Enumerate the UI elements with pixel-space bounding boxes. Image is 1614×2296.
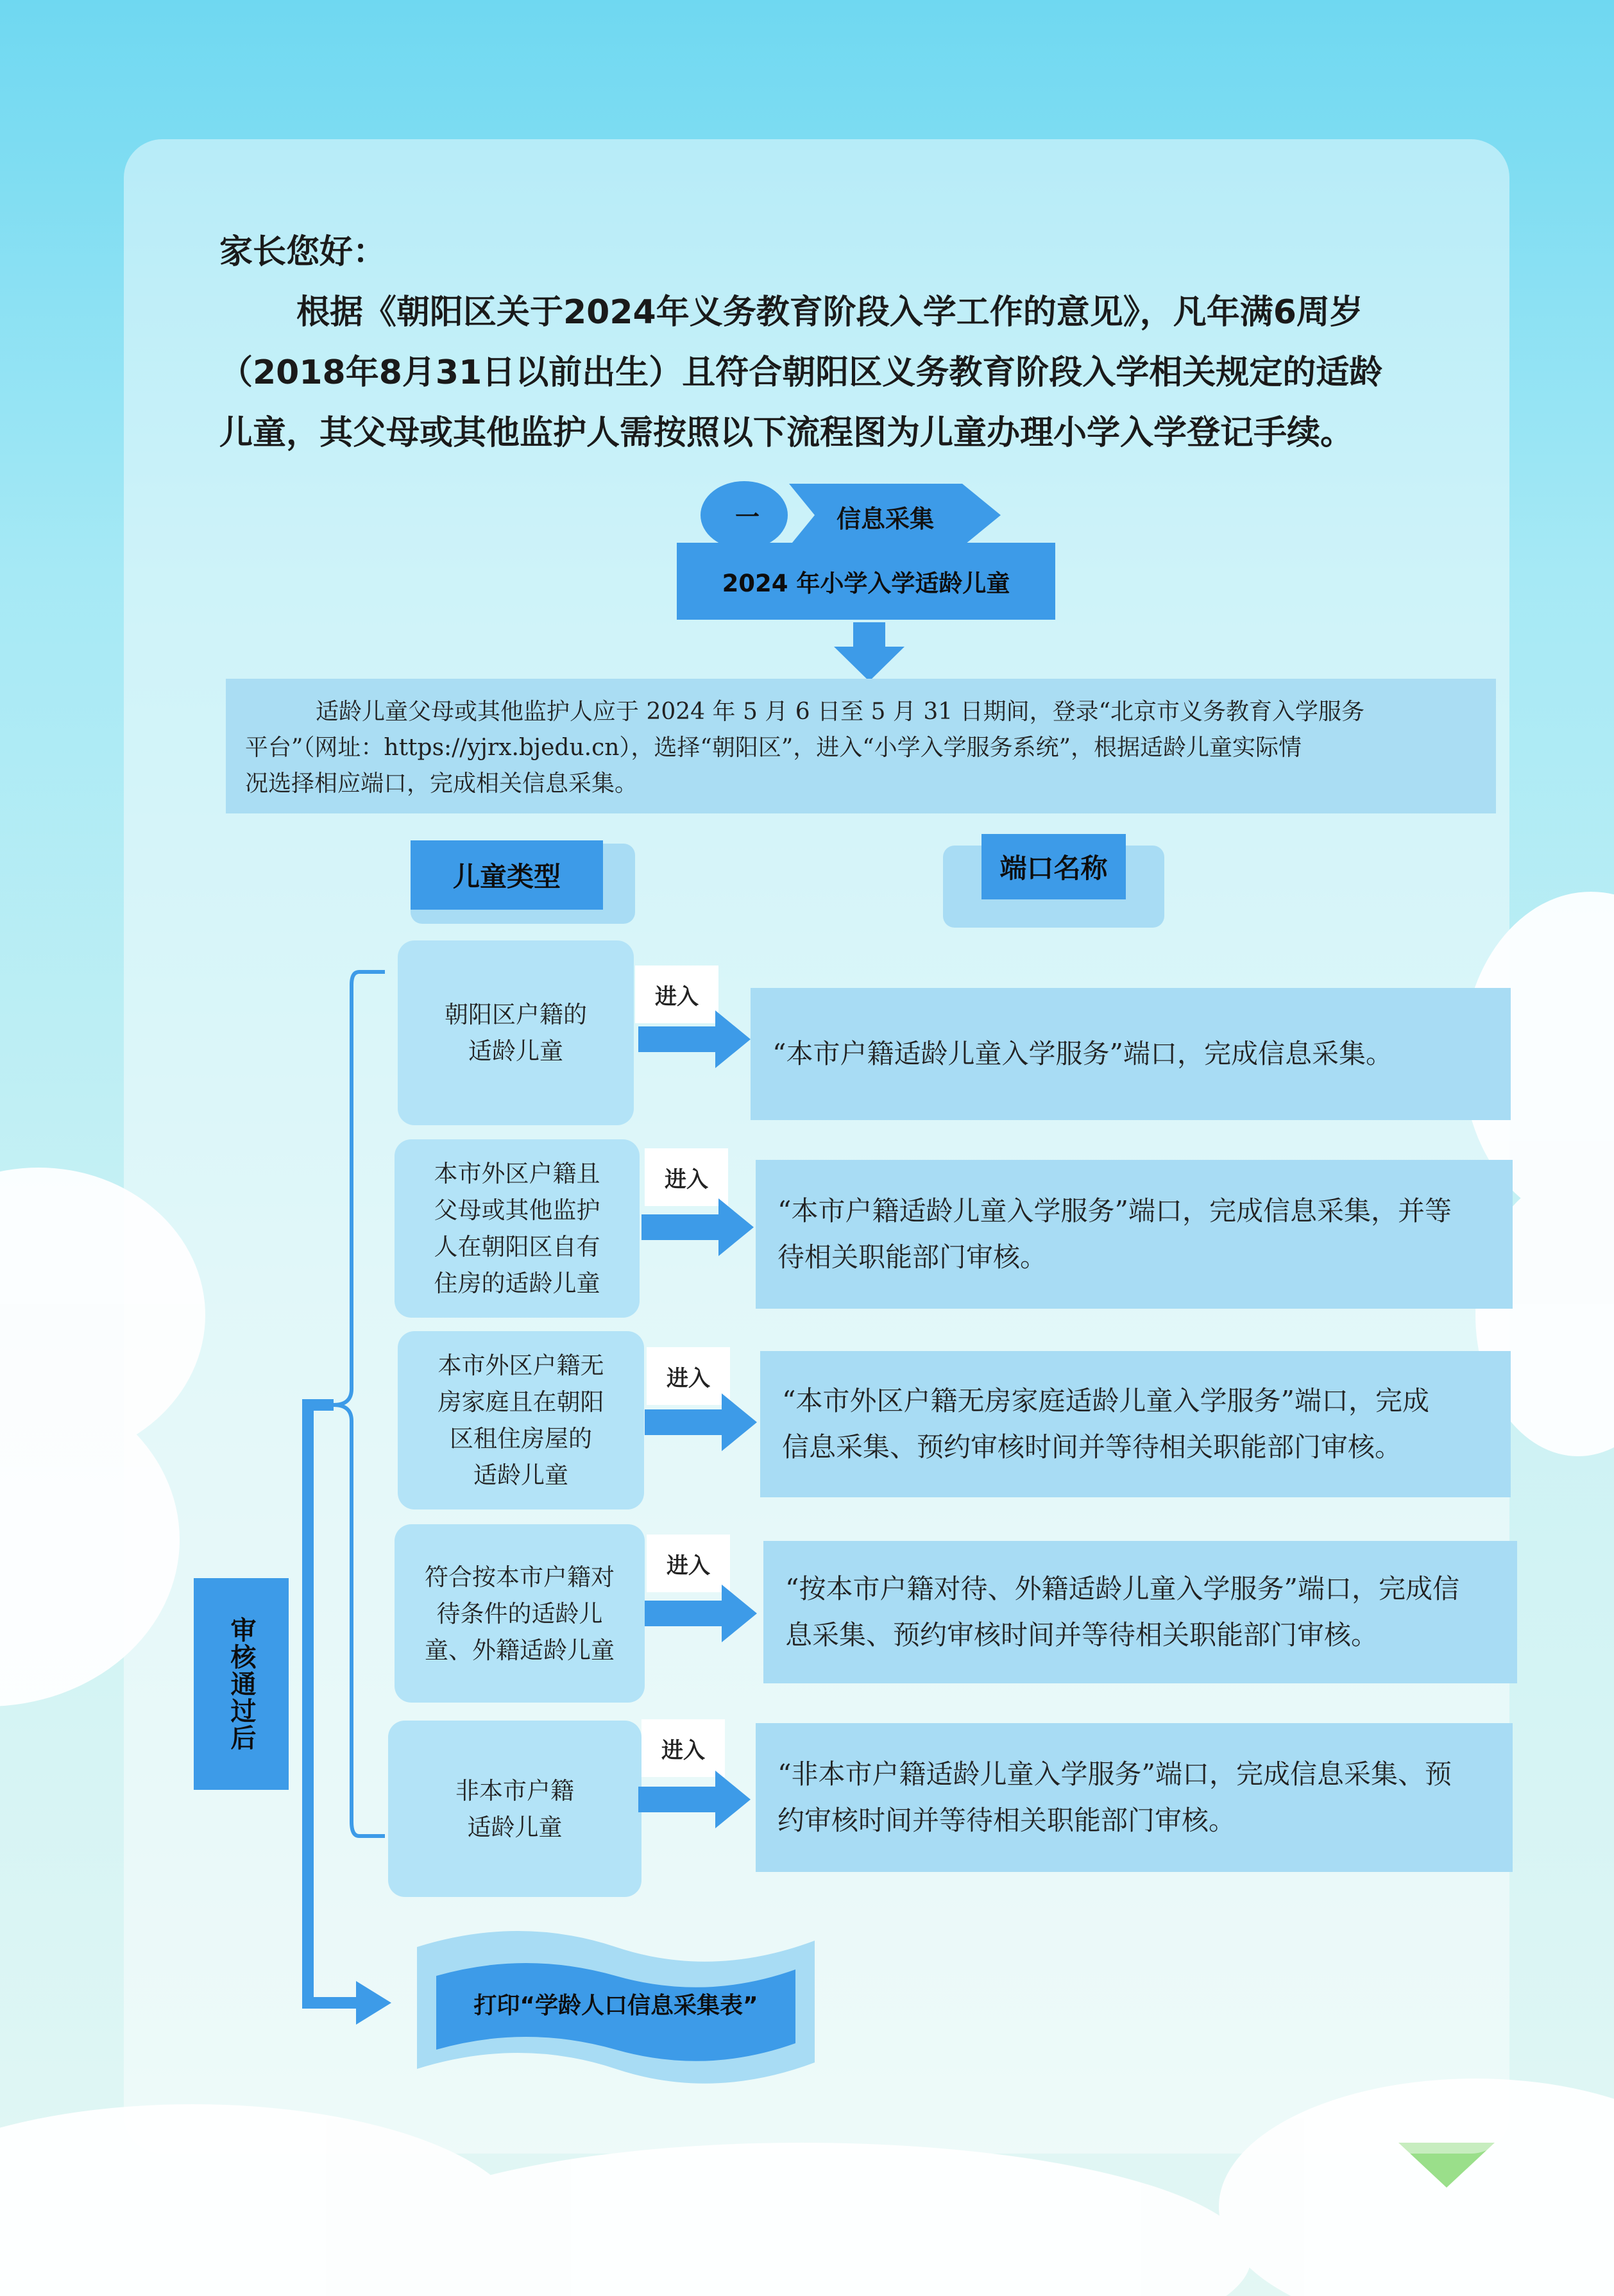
final-arrow-head (356, 1981, 391, 2025)
enter-label-1: 进入 (635, 965, 718, 1023)
enter-label-5: 进入 (641, 1719, 725, 1777)
enter-arrow-2 (641, 1198, 757, 1256)
child-type-box-5: 非本市户籍 适龄儿童 (388, 1721, 641, 1897)
port-name-header-label: 端口名称 (999, 853, 1108, 884)
child-type-box-2: 本市外区户籍且 父母或其他监护 人在朝阳区自有 住房的适龄儿童 (395, 1139, 640, 1318)
instruction-line-3: 况选择相应端口，完成相关信息采集。 (245, 770, 638, 797)
child-type-header-label: 儿童类型 (452, 861, 561, 892)
enter-arrow-3 (645, 1393, 760, 1451)
instruction-line-1: 适龄儿童父母或其他监护人应于 2024 年 5 月 6 日至 5 月 31 日期间，登录“北京市义务教育入学服务 (316, 699, 1364, 725)
port-box-3: “本市外区户籍无房家庭适龄儿童入学服务”端口，完成 信息采集、预约审核时间并等待相关职能部门审核。 (760, 1351, 1511, 1497)
port-box-2: “本市户籍适龄儿童入学服务”端口，完成信息采集，并等 待相关职能部门审核。 (756, 1160, 1513, 1309)
step-number: 一 (735, 503, 760, 531)
enter-arrow-5 (638, 1771, 754, 1828)
port-box-1: “本市户籍适龄儿童入学服务”端口，完成信息采集。 (751, 988, 1511, 1120)
enter-arrow-1 (638, 1010, 754, 1068)
enter-label-4: 进入 (647, 1535, 730, 1592)
child-type-box-1: 朝阳区户籍的 适龄儿童 (398, 940, 634, 1125)
step-subject: 2024 年小学入学适龄儿童 (722, 570, 1010, 597)
category-brace (334, 972, 385, 1836)
intro-greeting: 家长您好： (219, 233, 387, 271)
instruction-line-2: 平台”（网址：https://yjrx.bjedu.cn），选择“朝阳区”，进入“小学入学服务系统”，根据适龄儿童实际情 (245, 735, 1302, 761)
intro-line-3: 儿童，其父母或其他监护人需按照以下流程图为儿童办理小学入学登记手续。 (219, 414, 1354, 452)
enter-label-3: 进入 (647, 1347, 730, 1405)
step-title: 信息采集 (836, 505, 934, 533)
intro-line-1: 根据《朝阳区关于2024年义务教育阶段入学工作的意见》，凡年满6周岁 (296, 293, 1363, 332)
final-label: 打印“学龄人口信息采集表” (473, 1993, 758, 2019)
review-label: 审核通过后 (226, 1617, 256, 1751)
enter-label-2: 进入 (645, 1148, 728, 1206)
intro-line-2: （2018年8月31日以前出生）且符合朝阳区义务教育阶段入学相关规定的适龄 (219, 353, 1383, 392)
child-type-box-4: 符合按本市户籍对 待条件的适龄儿 童、外籍适龄儿童 (395, 1524, 645, 1703)
port-box-5: “非本市户籍适龄儿童入学服务”端口，完成信息采集、预 约审核时间并等待相关职能部门审核。 (756, 1723, 1513, 1872)
child-type-box-3: 本市外区户籍无 房家庭且在朝阳 区租住房屋的 适龄儿童 (398, 1331, 644, 1509)
review-label-box (194, 1578, 289, 1790)
port-box-4: “按本市户籍对待、外籍适龄儿童入学服务”端口，完成信 息采集、预约审核时间并等待相关职能部门审核。 (763, 1541, 1517, 1683)
enter-arrow-4 (645, 1585, 760, 1642)
